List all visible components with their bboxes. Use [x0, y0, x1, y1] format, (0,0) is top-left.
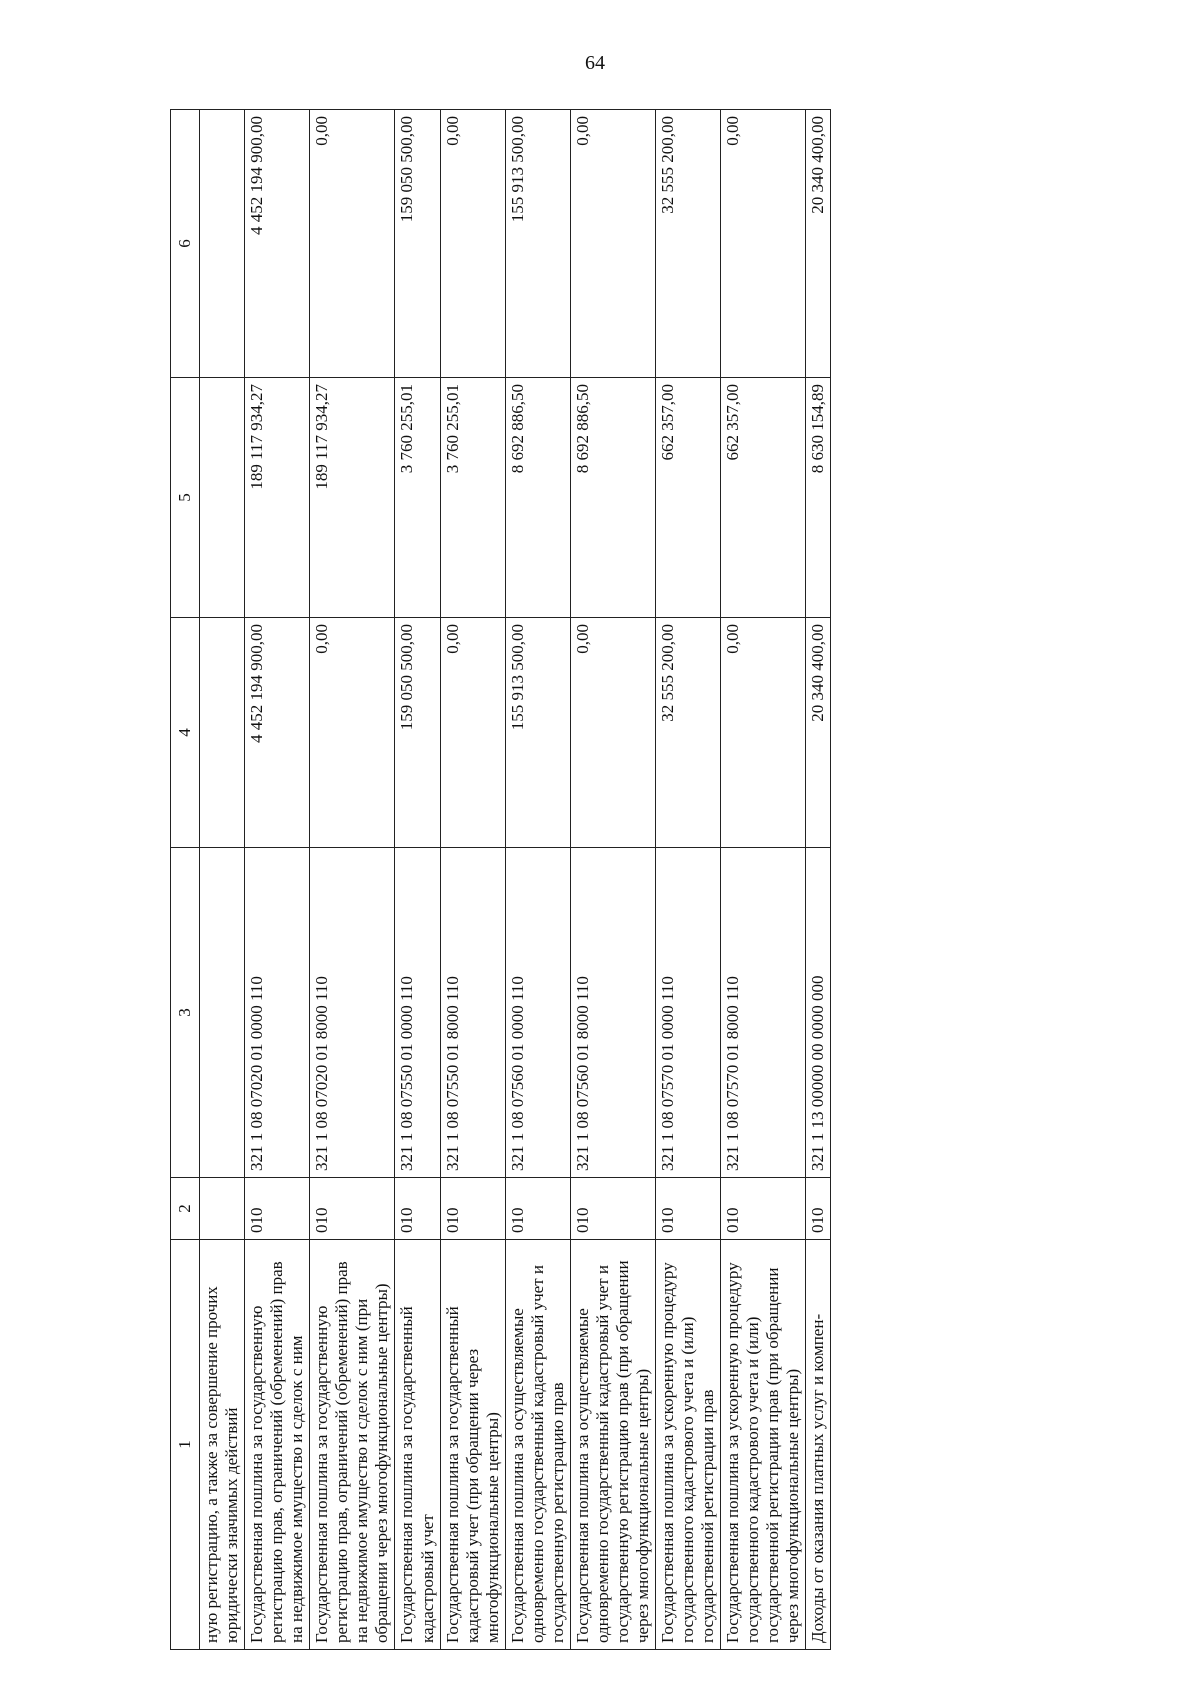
row-value-col6-cell: 4 452 194 900,00	[245, 110, 310, 378]
row-value-col5-cell: 3 760 255,01	[395, 378, 440, 618]
row-line-code-cell	[200, 1178, 245, 1240]
row-value-col5-cell: 189 117 934,27	[310, 378, 395, 618]
row-value-col4-cell	[200, 618, 245, 848]
row-name-cell: Государственная пошлина за государственную регистрацию прав, ограничений (обременений) прав на недвижимое имущество и сделок с ним	[245, 1240, 310, 1650]
header-cell: 6	[171, 110, 200, 378]
table-row	[570, 110, 655, 1650]
table-row	[440, 110, 505, 1650]
header-cell: 2	[171, 1178, 200, 1240]
row-value-col5-cell: 8 692 886,50	[570, 378, 655, 618]
row-value-col5-cell	[200, 378, 245, 618]
row-value-col6-cell	[200, 110, 245, 378]
page-number: 64	[585, 52, 605, 74]
row-value-col6-cell: 159 050 500,00	[395, 110, 440, 378]
table-row	[656, 110, 721, 1650]
row-line-code-cell: 010	[721, 1178, 806, 1240]
table-row	[245, 110, 310, 1650]
row-line-code-cell: 010	[806, 1178, 831, 1240]
table-row	[806, 110, 831, 1650]
table-row	[505, 110, 570, 1650]
row-line-code-cell: 010	[505, 1178, 570, 1240]
row-name-cell: Государственная пошлина за осуществляемые одновременно государственный кадастровый учет и государственную регистрацию прав	[505, 1240, 570, 1650]
row-budget-code-cell: 321 1 08 07570 01 8000 110	[721, 848, 806, 1178]
row-value-col6-cell: 0,00	[310, 110, 395, 378]
row-name-cell: Доходы от оказания платных услуг и компен-	[806, 1240, 831, 1650]
row-value-col4-cell: 0,00	[440, 618, 505, 848]
row-value-col5-cell: 662 357,00	[656, 378, 721, 618]
row-value-col5-cell: 3 760 255,01	[440, 378, 505, 618]
row-line-code-cell: 010	[656, 1178, 721, 1240]
row-value-col6-cell: 0,00	[440, 110, 505, 378]
table-row	[310, 110, 395, 1650]
header-cell: 5	[171, 378, 200, 618]
header-cell: 4	[171, 618, 200, 848]
row-budget-code-cell: 321 1 13 00000 00 0000 000	[806, 848, 831, 1178]
header-row	[171, 110, 200, 1650]
row-budget-code-cell: 321 1 08 07550 01 0000 110	[395, 848, 440, 1178]
row-value-col5-cell: 8 630 154,89	[806, 378, 831, 618]
row-name-cell: Государственная пошлина за государственную регистрацию прав, ограничений (обременений) прав на недвижимое имущество и сделок с ним (при обращении через многофункциональные центры)	[310, 1240, 395, 1650]
row-value-col6-cell: 155 913 500,00	[505, 110, 570, 378]
row-line-code-cell: 010	[570, 1178, 655, 1240]
row-budget-code-cell: 321 1 08 07560 01 0000 110	[505, 848, 570, 1178]
row-name-cell: ную регистрацию, а также за совершение прочих юридически значимых действий	[200, 1240, 245, 1650]
income-table	[170, 109, 831, 1650]
row-line-code-cell: 010	[245, 1178, 310, 1240]
row-value-col4-cell: 0,00	[570, 618, 655, 848]
row-name-cell: Государственная пошлина за государственный кадастровый учет (при обращении через многофункциональные центры)	[440, 1240, 505, 1650]
row-line-code-cell: 010	[310, 1178, 395, 1240]
rotated-table-container	[170, 110, 1090, 1650]
row-value-col6-cell: 32 555 200,00	[656, 110, 721, 378]
row-value-col5-cell: 662 357,00	[721, 378, 806, 618]
table-row	[721, 110, 806, 1650]
row-line-code-cell: 010	[395, 1178, 440, 1240]
row-value-col4-cell: 0,00	[721, 618, 806, 848]
row-budget-code-cell: 321 1 08 07550 01 8000 110	[440, 848, 505, 1178]
header-cell: 3	[171, 848, 200, 1178]
table-row	[200, 110, 245, 1650]
row-value-col4-cell: 20 340 400,00	[806, 618, 831, 848]
row-value-col6-cell: 0,00	[570, 110, 655, 378]
table-row	[395, 110, 440, 1650]
row-line-code-cell: 010	[440, 1178, 505, 1240]
row-budget-code-cell: 321 1 08 07560 01 8000 110	[570, 848, 655, 1178]
row-value-col6-cell: 0,00	[721, 110, 806, 378]
row-budget-code-cell: 321 1 08 07020 01 8000 110	[310, 848, 395, 1178]
row-name-cell: Государственная пошлина за осуществляемые одновременно государственный кадастровый учет и государственную регистрацию прав (при обращении через многофункциональные центры)	[570, 1240, 655, 1650]
row-budget-code-cell: 321 1 08 07570 01 0000 110	[656, 848, 721, 1178]
row-name-cell: Государственная пошлина за ускоренную процедуру государственного кадастрового учета и (или) государственной регистрации прав (при обращении через многофункциональные центры)	[721, 1240, 806, 1650]
row-value-col4-cell: 4 452 194 900,00	[245, 618, 310, 848]
row-value-col4-cell: 32 555 200,00	[656, 618, 721, 848]
header-cell: 1	[171, 1240, 200, 1650]
row-name-cell: Государственная пошлина за государственный кадастровый учет	[395, 1240, 440, 1650]
row-name-cell: Государственная пошлина за ускоренную процедуру государственного кадастрового учета и (или) государственной регистрации прав	[656, 1240, 721, 1650]
row-value-col4-cell: 159 050 500,00	[395, 618, 440, 848]
row-budget-code-cell	[200, 848, 245, 1178]
row-value-col5-cell: 8 692 886,50	[505, 378, 570, 618]
row-value-col6-cell: 20 340 400,00	[806, 110, 831, 378]
row-value-col4-cell: 155 913 500,00	[505, 618, 570, 848]
row-value-col5-cell: 189 117 934,27	[245, 378, 310, 618]
row-value-col4-cell: 0,00	[310, 618, 395, 848]
row-budget-code-cell: 321 1 08 07020 01 0000 110	[245, 848, 310, 1178]
